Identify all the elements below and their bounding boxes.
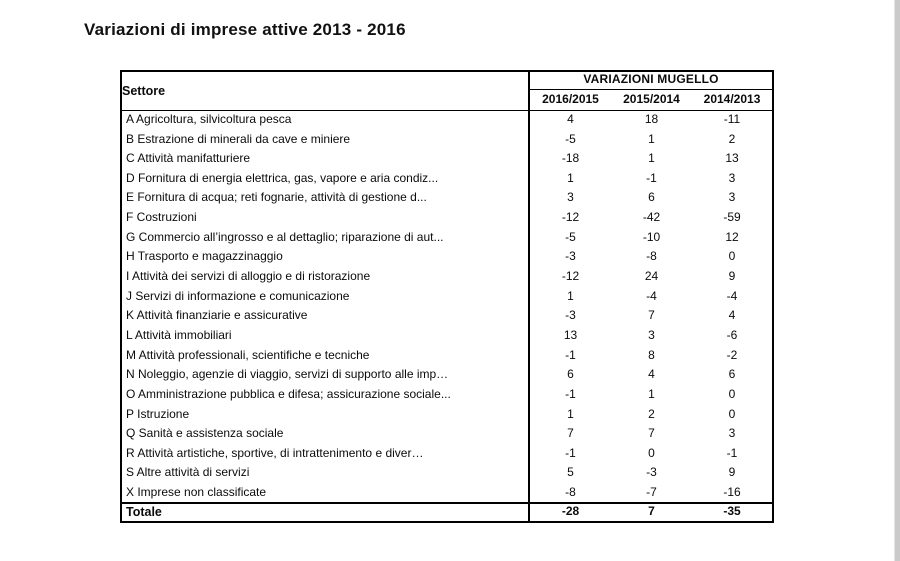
value-cell: 2: [728, 131, 736, 146]
value-cell: 0: [728, 249, 736, 264]
table-row: [121, 208, 773, 228]
value-cell: 7: [648, 426, 655, 441]
value-cell: 4: [567, 112, 574, 127]
sector-cell: M Attività professionali, scientifiche e tecniche: [121, 346, 529, 366]
value-cell: -16: [723, 484, 741, 499]
value-cell: 3: [567, 190, 574, 205]
page-title: Variazioni di imprese attive 2013 - 2016: [84, 20, 406, 39]
column-header-group: VARIAZIONI MUGELLO: [529, 71, 773, 89]
value-cell: 9: [728, 269, 736, 284]
table-row: [121, 169, 773, 189]
table-row: [121, 287, 773, 307]
value-cell: -12: [561, 210, 580, 225]
sector-cell: J Servizi di informazione e comunicazione: [121, 287, 529, 307]
value-cell: 7: [648, 308, 655, 323]
value-cell: -1: [646, 170, 657, 185]
total-value-cell: -35: [692, 503, 773, 522]
sector-cell: E Fornitura di acqua; reti fognarie, attività di gestione d...: [121, 189, 529, 209]
value-cell: 13: [563, 327, 578, 342]
value-cell: 1: [648, 131, 655, 146]
table-row: [121, 483, 773, 503]
sector-cell: Q Sanità e assistenza sociale: [121, 424, 529, 444]
value-cell: 1: [648, 151, 655, 166]
value-cell: -1: [565, 445, 576, 460]
value-cell: -3: [565, 249, 576, 264]
table-body: [121, 110, 773, 503]
value-cell: 0: [648, 445, 655, 460]
value-cell: -1: [565, 347, 576, 362]
sector-cell: C Attività manifatturiere: [121, 149, 529, 169]
value-cell: -10: [642, 229, 661, 244]
table-row: [121, 228, 773, 248]
value-cell: 3: [728, 170, 736, 185]
value-cell: -59: [723, 210, 741, 225]
value-cell: 3: [648, 327, 655, 342]
table-row: [121, 110, 773, 130]
value-cell: 2: [648, 406, 655, 421]
value-cell: -4: [726, 288, 738, 303]
value-cell: -2: [726, 347, 738, 362]
sector-cell: P Istruzione: [121, 405, 529, 425]
value-cell: -8: [646, 249, 657, 264]
value-cell: 5: [567, 465, 574, 480]
value-cell: 18: [644, 112, 659, 127]
value-cell: -5: [565, 131, 576, 146]
column-header-settore: Settore: [121, 71, 529, 110]
value-cell: -11: [723, 112, 741, 127]
header-row-group: [121, 71, 773, 89]
value-cell: -5: [565, 229, 576, 244]
total-value-cell: -28: [529, 503, 611, 522]
value-cell: -42: [642, 210, 661, 225]
sector-cell: H Trasporto e magazzinaggio: [121, 247, 529, 267]
table-row: [121, 424, 773, 444]
value-cell: -4: [646, 288, 657, 303]
table-row: [121, 346, 773, 366]
value-cell: 1: [648, 386, 655, 401]
value-cell: 12: [725, 229, 739, 244]
scrollbar[interactable]: [894, 0, 900, 561]
value-cell: 13: [725, 151, 739, 166]
total-value-cell: 7: [611, 503, 692, 522]
value-cell: -3: [646, 465, 657, 480]
sector-cell: L Attività immobiliari: [121, 326, 529, 346]
table-row: [121, 267, 773, 287]
table-row: [121, 464, 773, 484]
table-row: [121, 385, 773, 405]
column-header-2014-2013: 2014/2013: [692, 89, 773, 110]
table-row: [121, 365, 773, 385]
sector-cell: A Agricoltura, silvicoltura pesca: [121, 110, 529, 130]
table-row: [121, 405, 773, 425]
total-label-cell: Totale: [121, 503, 529, 522]
sector-cell: F Costruzioni: [121, 208, 529, 228]
value-cell: 24: [644, 269, 659, 284]
variazioni-table-container: [120, 70, 774, 523]
sector-cell: O Amministrazione pubblica e difesa; assicurazione sociale...: [121, 385, 529, 405]
value-cell: 3: [728, 426, 736, 441]
sector-cell: B Estrazione di minerali da cave e miniere: [121, 130, 529, 150]
value-cell: 6: [567, 367, 574, 382]
value-cell: -1: [726, 445, 738, 460]
sector-cell: R Attività artistiche, sportive, di intrattenimento e diver…: [121, 444, 529, 464]
variazioni-table: [120, 70, 774, 523]
table-row: [121, 130, 773, 150]
value-cell: -8: [565, 484, 576, 499]
column-header-2016-2015: 2016/2015: [529, 89, 611, 110]
sector-cell: N Noleggio, agenzie di viaggio, servizi di supporto alle imp…: [121, 365, 529, 385]
value-cell: -6: [726, 327, 738, 342]
value-cell: 1: [567, 288, 574, 303]
value-cell: 7: [567, 426, 574, 441]
value-cell: 6: [648, 190, 655, 205]
value-cell: 3: [728, 190, 736, 205]
value-cell: -12: [561, 269, 580, 284]
value-cell: 0: [728, 386, 736, 401]
table-row: [121, 247, 773, 267]
table-row: [121, 326, 773, 346]
sector-cell: K Attività finanziarie e assicurative: [121, 306, 529, 326]
value-cell: 1: [567, 170, 574, 185]
value-cell: 1: [567, 406, 574, 421]
table-row: [121, 149, 773, 169]
table-row: [121, 189, 773, 209]
value-cell: -3: [565, 308, 576, 323]
sector-cell: X Imprese non classificate: [121, 483, 529, 503]
sector-cell: I Attività dei servizi di alloggio e di ristorazione: [121, 267, 529, 287]
sector-cell: D Fornitura di energia elettrica, gas, vapore e aria condiz...: [121, 169, 529, 189]
value-cell: 4: [728, 308, 736, 323]
sector-cell: G Commercio all’ingrosso e al dettaglio; riparazione di aut...: [121, 228, 529, 248]
value-cell: 0: [728, 406, 736, 421]
value-cell: 4: [648, 367, 655, 382]
value-cell: -1: [565, 386, 576, 401]
total-row: [121, 503, 773, 522]
column-header-2015-2014: 2015/2014: [611, 89, 692, 110]
table-row: [121, 306, 773, 326]
value-cell: -18: [561, 151, 580, 166]
sector-cell: S Altre attività di servizi: [121, 464, 529, 484]
table-row: [121, 444, 773, 464]
value-cell: 9: [728, 465, 736, 480]
value-cell: 6: [728, 367, 736, 382]
value-cell: -7: [646, 484, 657, 499]
value-cell: 8: [648, 347, 655, 362]
